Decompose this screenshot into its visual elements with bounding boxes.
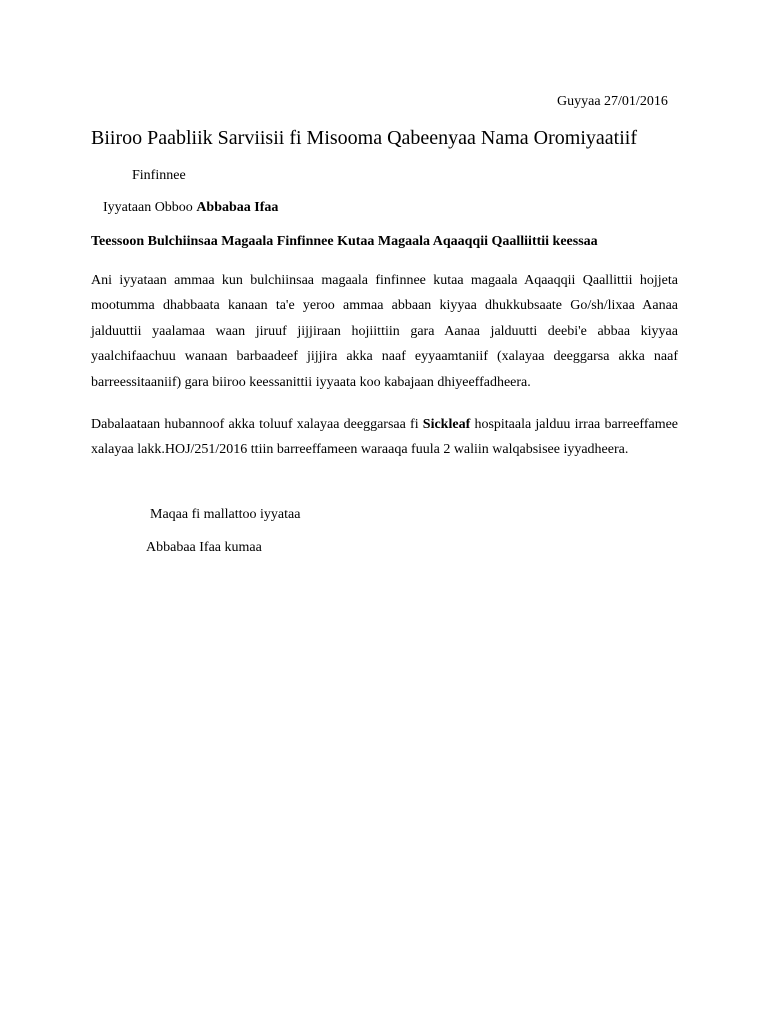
sender-name: Abbabaa Ifaa: [196, 200, 279, 215]
recipient-heading: Biiroo Paabliik Sarviisii fi Misooma Qabeenyaa Nama Oromiyaatiif: [91, 127, 637, 149]
sender-prefix: Iyyataan Obboo: [103, 200, 193, 215]
letter-date: Guyyaa 27/01/2016: [557, 94, 668, 109]
paragraph2-text-after: hospitaala jalduu irraa barreeffamee xalayaa lakk.HOJ/251/2016 ttiin barreeffameen waraaqa fuula 2 waliin walqabsisee iyyadheera.: [91, 417, 679, 458]
paragraph2-text-before: Dabalaataan hubannoof akka toluuf xalayaa deeggarsaa fi: [91, 417, 419, 432]
signer-name: Abbabaa Ifaa kumaa: [146, 540, 262, 555]
body-paragraph-1: Ani iyyataan ammaa kun bulchiinsaa magaala finfinnee kutaa magaala Aqaaqqii Qaallittii hojjeta mootumma dhabbaata kanaan ta'e yeroo ammaa abbaan kiyyaa dhukkubsaate Go/sh/lixaa Aanaa jalduuttii yaalamaa waan jiruuf jijjiraan hojiittiin gara Aanaa jalduutti deebi'e abbaa kiyyaa yaalchifaachuu wanaan barbaadeef jijjira akka naaf eyyaamtaniif (xalayaa deeggarsa akka naaf barreessitaaniif) gara biiroo keessanittii iyyaata koo kabajaan dhiyeeffadheera.: [91, 273, 678, 390]
letter-subject: Teessoon Bulchiinsaa Magaala Finfinnee Kutaa Magaala Aqaaqqii Qaalliittii keessaa: [91, 234, 598, 249]
signature-caption: Maqaa fi mallattoo iyyataa: [150, 507, 301, 522]
sender-line: [103, 198, 278, 218]
recipient-city: Finfinnee: [132, 168, 186, 183]
body-paragraph-2: [91, 412, 678, 463]
paragraph2-bold-term: Sickleaf: [422, 417, 471, 432]
